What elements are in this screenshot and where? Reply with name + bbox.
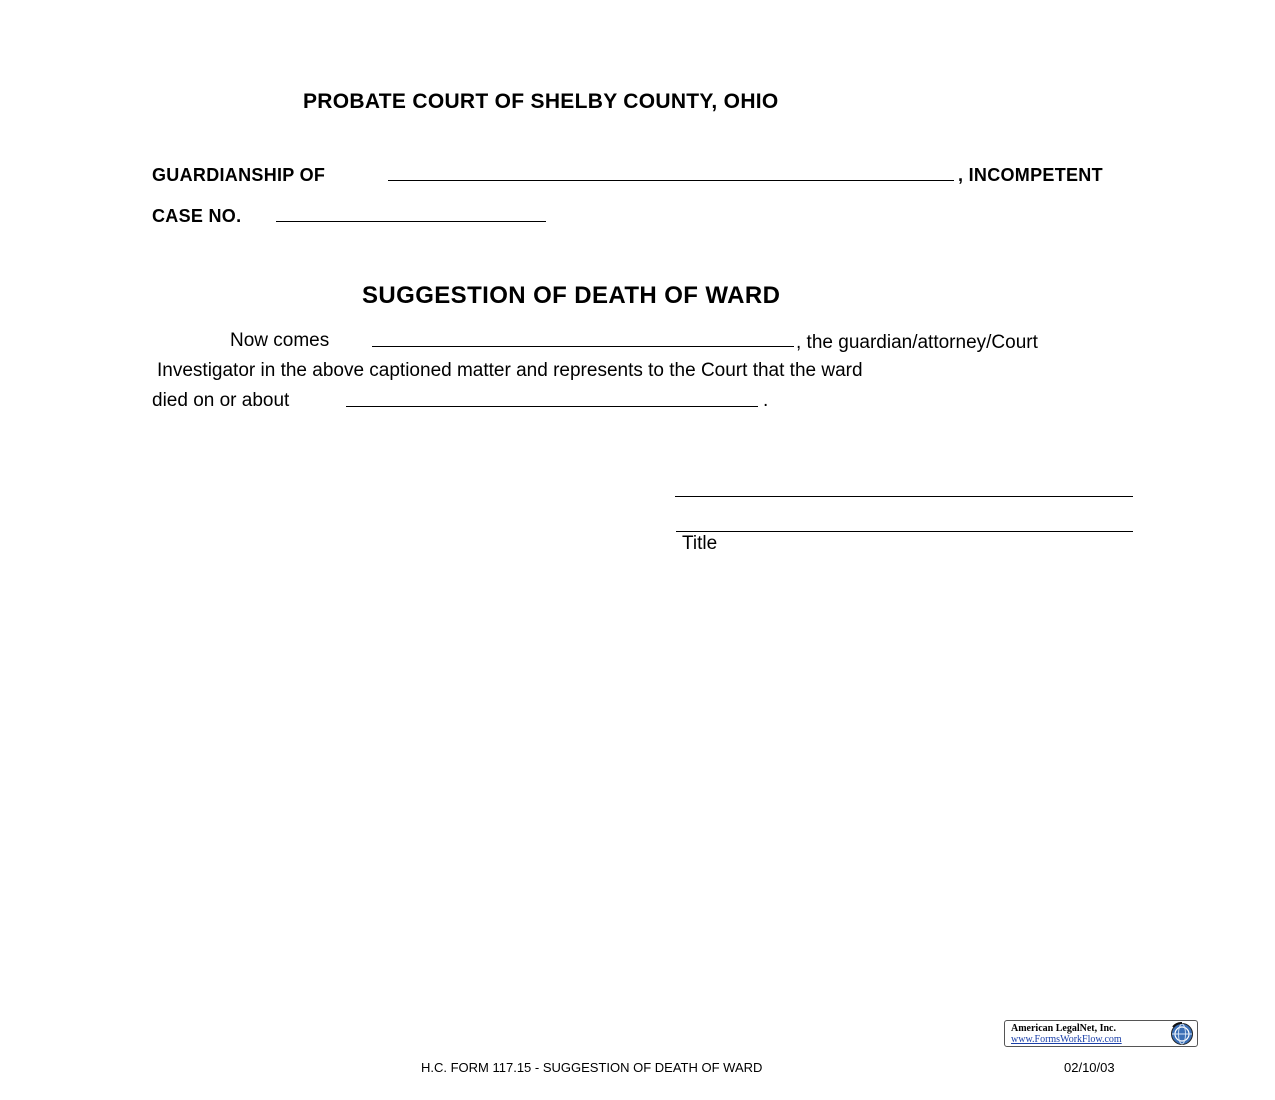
form-title: SUGGESTION OF DEATH OF WARD: [362, 282, 781, 309]
title-label: Title: [682, 533, 718, 554]
american-legalnet-logo: [1004, 1020, 1198, 1047]
ward-name-blank[interactable]: [388, 180, 954, 181]
court-header: PROBATE COURT OF SHELBY COUNTY, OHIO: [303, 90, 779, 113]
died-on-label: died on or about: [152, 390, 290, 411]
death-date-blank[interactable]: [346, 406, 758, 407]
form-date-footer: 02/10/03: [1064, 1060, 1115, 1075]
now-comes-text: Now comes: [230, 330, 330, 351]
signature-line[interactable]: [675, 496, 1133, 497]
logo-url: www.FormsWorkFlow.com: [1011, 1034, 1122, 1045]
case-no-label: CASE NO.: [152, 206, 242, 226]
form-id-footer: H.C. FORM 117.15 - SUGGESTION OF DEATH OF WARD: [421, 1060, 763, 1075]
title-line[interactable]: [676, 531, 1133, 532]
globe-icon: [1170, 1022, 1194, 1046]
filer-name-blank[interactable]: [372, 346, 794, 347]
guardianship-label: GUARDIANSHIP OF: [152, 165, 326, 185]
body-line-2: Investigator in the above captioned matter and represents to the Court that the ward: [157, 360, 863, 381]
logo-company-name: American LegalNet, Inc.: [1011, 1023, 1116, 1034]
incompetent-label: , INCOMPETENT: [958, 165, 1103, 185]
role-text: , the guardian/attorney/Court: [796, 332, 1038, 353]
case-number-blank[interactable]: [276, 221, 546, 222]
sentence-period: .: [763, 390, 769, 411]
